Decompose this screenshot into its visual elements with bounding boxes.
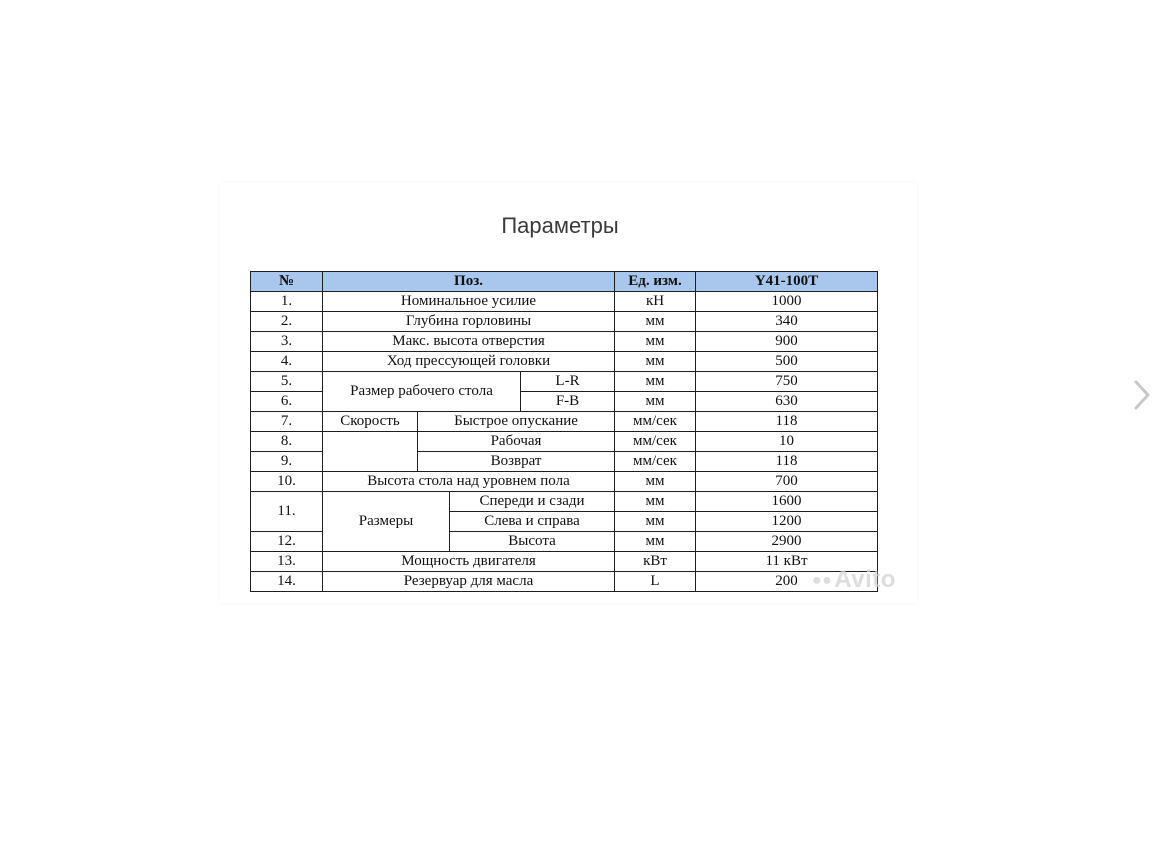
table-row [251,292,878,312]
row-sub-label: Рабочая [418,432,615,452]
row-value: 630 [696,392,878,412]
table-row [251,352,878,372]
row-value: 118 [696,412,878,432]
row-value: 700 [696,472,878,492]
row-value: 340 [696,312,878,332]
row-value: 200 [696,572,878,592]
avito-dots-icon: ●● [812,571,833,589]
next-image-button[interactable] [1128,378,1156,412]
row-value: 1200 [696,512,878,532]
table-row [251,412,878,432]
page-title: Параметры [501,213,619,238]
row-num: 5. [251,372,323,392]
row-group-label: Размер рабочего стола [323,372,521,412]
row-unit: L [615,572,696,592]
header-num: № [251,272,323,292]
row-value: 900 [696,332,878,352]
row-sub-label: F-B [521,392,615,412]
row-group-label: Размеры [323,492,450,552]
row-unit: мм [615,492,696,512]
row-name: Глубина горловины [323,312,615,332]
row-num: 10. [251,472,323,492]
row-num: 2. [251,312,323,332]
row-name: Ход прессующей головки [323,352,615,372]
row-unit: мм [615,372,696,392]
row-num: 3. [251,332,323,352]
row-unit: мм [615,512,696,532]
row-sub-label: Спереди и сзади [450,492,615,512]
row-unit: кВт [615,552,696,572]
row-num: 11. [251,492,323,532]
row-num: 8. [251,432,323,452]
row-sub-label: Возврат [418,452,615,472]
row-name: Резервуар для масла [323,572,615,592]
row-name: Макс. высота отверстия [323,332,615,352]
row-sub-label: L-R [521,372,615,392]
row-num: 1. [251,292,323,312]
row-value: 10 [696,432,878,452]
avito-watermark-text: Avito [834,566,896,593]
row-num: 6. [251,392,323,412]
row-group-blank [323,432,418,472]
row-sub-label: Слева и справа [450,512,615,532]
row-value: 2900 [696,532,878,552]
table-row [251,432,878,452]
header-model: Y41-100T [696,272,878,292]
chevron-right-icon [1128,378,1156,412]
table-row [251,312,878,332]
header-unit: Ед. изм. [615,272,696,292]
row-unit: мм [615,352,696,372]
row-unit: мм [615,332,696,352]
row-num: 13. [251,552,323,572]
row-unit: мм [615,312,696,332]
table-row [251,552,878,572]
spec-image [220,183,917,603]
row-sub-label: Быстрое опускание [418,412,615,432]
row-num: 12. [251,532,323,552]
header-position: Поз. [323,272,615,292]
row-unit: кН [615,292,696,312]
row-name: Высота стола над уровнем пола [323,472,615,492]
row-value: 118 [696,452,878,472]
row-unit: мм [615,472,696,492]
row-num: 4. [251,352,323,372]
row-unit: мм [615,392,696,412]
table-row [251,572,878,592]
row-value: 750 [696,372,878,392]
table-row [251,372,878,392]
row-unit: мм/сек [615,452,696,472]
row-name: Мощность двигателя [323,552,615,572]
row-group-label: Скорость [323,412,418,432]
row-value: 1000 [696,292,878,312]
row-num: 9. [251,452,323,472]
row-sub-label: Высота [450,532,615,552]
row-num: 14. [251,572,323,592]
table-row [251,472,878,492]
table-row [251,492,878,512]
avito-watermark [812,566,896,594]
row-value: 11 кВт [696,552,878,572]
table-row [251,332,878,352]
row-unit: мм [615,532,696,552]
row-value: 1600 [696,492,878,512]
spec-table [250,271,878,592]
row-value: 500 [696,352,878,372]
row-unit: мм/сек [615,412,696,432]
row-name: Номинальное усилие [323,292,615,312]
row-num: 7. [251,412,323,432]
row-unit: мм/сек [615,432,696,452]
table-header-row [251,272,878,292]
